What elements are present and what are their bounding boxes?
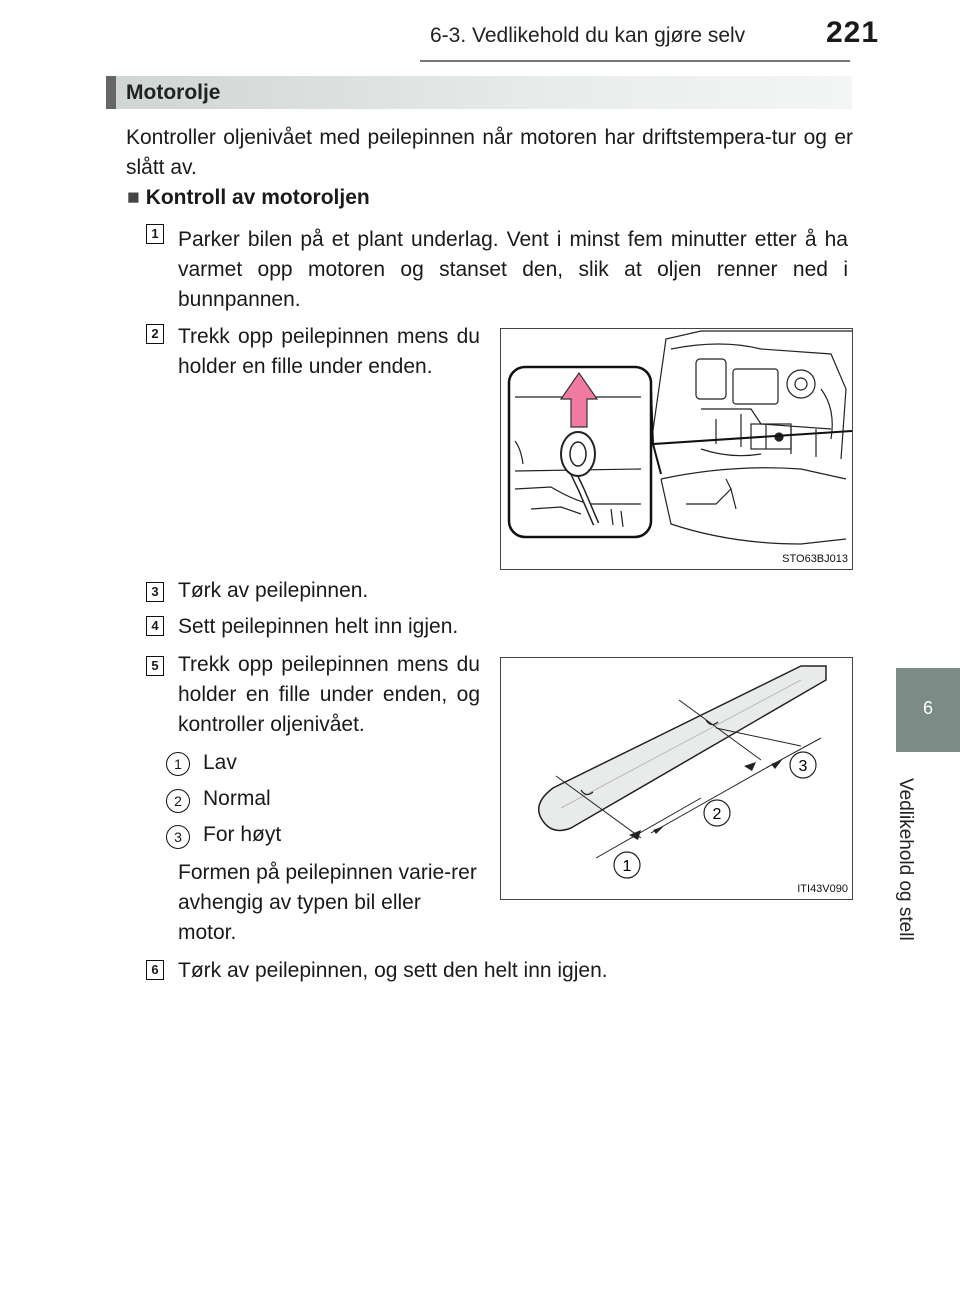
chapter-label-container	[880, 778, 924, 948]
section-marker	[106, 76, 116, 109]
step-1-text: Parker bilen på et plant underlag. Vent i minst fem minutter etter å ha varmet opp motoren og stanset den, slik at oljen renner ned i bunnpannen.	[178, 228, 848, 311]
intro-paragraph: Kontroller oljenivået med peilepinnen når motoren har driftstempera-tur og er slått av.	[126, 126, 853, 179]
chapter-label: Vedlikehold og stell	[895, 778, 916, 941]
level-label-normal: Normal	[203, 787, 271, 810]
fig2-label-1: 1	[622, 858, 632, 875]
step-3-text: Tørk av peilepinnen.	[178, 579, 369, 602]
level-marker-3: 3	[166, 825, 190, 849]
subheading-text: Kontroll av motoroljen	[145, 186, 370, 209]
chapter-number: 6	[922, 698, 933, 718]
step-number-6: 6	[146, 960, 164, 980]
running-header: 6-3. Vedlikehold du kan gjøre selv	[430, 24, 746, 47]
step-number-5: 5	[146, 656, 164, 676]
section-title-bar	[106, 76, 852, 109]
dipstick-note: Formen på peilepinnen varie-rer avhengig av typen bil eller motor.	[178, 861, 477, 944]
dipstick-level-illustration	[501, 658, 852, 899]
figure-2-code: ITI43V090	[797, 883, 848, 895]
step-number-2: 2	[146, 324, 164, 344]
fig2-label-2: 2	[712, 806, 722, 823]
level-marker-2: 2	[166, 789, 190, 813]
step-number-3: 3	[146, 582, 164, 602]
level-marker-1: 1	[166, 752, 190, 776]
fig2-label-3: 3	[798, 758, 808, 775]
level-label-high: For høyt	[203, 823, 282, 846]
step-number-4: 4	[146, 616, 164, 636]
chapter-tab	[896, 668, 960, 752]
step-2-text: Trekk opp peilepinnen mens du holder en fille under enden.	[178, 325, 480, 378]
section-title: Motorolje	[126, 81, 221, 104]
step-6-text: Tørk av peilepinnen, og sett den helt inn igjen.	[178, 959, 608, 982]
header-divider	[420, 60, 850, 62]
figure-1-code: STO63BJ013	[782, 553, 848, 565]
engine-bay-illustration	[501, 329, 852, 569]
step-number-1: 1	[146, 224, 164, 244]
subheading	[127, 186, 370, 210]
step-5-text: Trekk opp peilepinnen mens du holder en fille under enden, og kontroller oljenivået.	[178, 653, 480, 736]
level-label-low: Lav	[203, 751, 237, 774]
step-4-text: Sett peilepinnen helt inn igjen.	[178, 615, 459, 638]
figure-dipstick-engine-bay	[500, 328, 853, 570]
page-number: 221	[826, 16, 880, 49]
figure-dipstick-levels	[500, 657, 853, 900]
square-bullet-icon: ■	[127, 186, 140, 209]
